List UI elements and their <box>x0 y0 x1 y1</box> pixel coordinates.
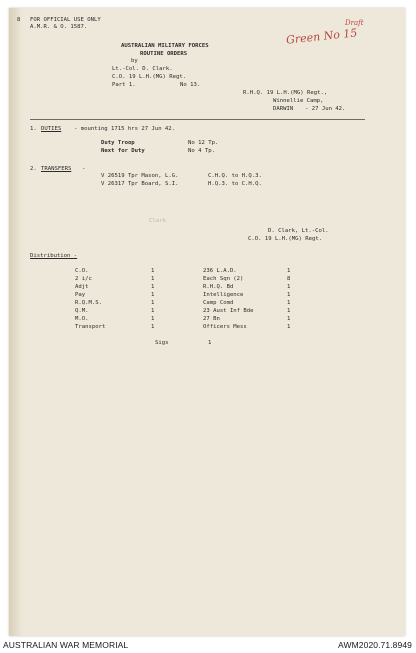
dist-left-label: M.O. <box>75 316 89 322</box>
dist-right-qty: 1 <box>287 284 291 290</box>
order-number: No 13. <box>180 82 201 88</box>
dist-left-label: 2 i/c <box>75 276 92 282</box>
dist-right-qty: 1 <box>287 268 291 274</box>
dist-right-label: Officers Mess <box>203 324 247 330</box>
dist-left-qty: 1 <box>151 268 155 274</box>
dist-right-label: Intelligence <box>203 292 244 298</box>
unit-name: C.O. 19 L.H.(MG) Regt. <box>112 74 187 80</box>
dist-right-label: R.H.Q. Bd <box>203 284 234 290</box>
section-2-dash: - <box>82 166 86 172</box>
officer-name: Lt.-Col. D. Clark. <box>112 66 173 72</box>
dist-right-label: 27 Bn <box>203 316 220 322</box>
duty-label-2: Next for Duty <box>101 148 145 154</box>
faint-text: Clark <box>149 218 166 224</box>
dist-left-label: Adjt <box>75 284 89 290</box>
transfer-1: V 26519 Tpr Mason, L.G. <box>101 173 179 179</box>
section-2-number: 2. <box>30 166 37 172</box>
dist-right-qty: 1 <box>287 324 291 330</box>
dist-left-qty: 1 <box>151 300 155 306</box>
dist-right-qty: 1 <box>287 292 291 298</box>
dist-left-qty: 1 <box>151 324 155 330</box>
divider-top <box>30 119 365 120</box>
handwritten-mark: Draft <box>345 19 364 27</box>
section-1-text: - mounting 1715 hrs 27 Jun 42. <box>74 126 176 132</box>
distribution-heading: Distribution - <box>30 253 78 259</box>
duty-label-1: Duty Troop <box>101 140 135 146</box>
dist-right-label: Each Sqn (2) <box>203 276 244 282</box>
reference: A.M.R. & O. 1587. <box>30 24 88 30</box>
dist-right-label: 236 L.A.D. <box>203 268 237 274</box>
sigs-label: Sigs <box>155 340 169 346</box>
signature-name: D. Clark, Lt.-Col. <box>268 228 329 234</box>
sigs-qty: 1 <box>208 340 212 346</box>
signature-unit: C.O. 19 L.H.(MG) Regt. <box>248 236 323 242</box>
transfer-2-detail: H.Q.3. to C.H.Q. <box>208 181 262 187</box>
title-line-2: ROUTINE ORDERS <box>140 51 188 57</box>
transfer-1-detail: C.H.Q. to H.Q.3. <box>208 173 262 179</box>
section-1-heading: DUTIES <box>41 126 62 132</box>
duty-value-2: No 4 Tp. <box>188 148 215 154</box>
dist-right-qty: 1 <box>287 308 291 314</box>
dist-left-label: R.Q.M.S. <box>75 300 102 306</box>
part-label: Part 1. <box>112 82 136 88</box>
title-line-1: AUSTRALIAN MILITARY FORCES <box>121 43 209 49</box>
location-hq: R.H.Q. 19 L.H.(MG) Regt., <box>243 90 328 96</box>
dist-left-label: Pay <box>75 292 86 298</box>
page-edge-shadow <box>9 8 23 636</box>
dist-left-qty: 1 <box>151 284 155 290</box>
location-place: DARWIN <box>273 106 294 112</box>
dist-right-label: 23 Aust Inf Bde <box>203 308 254 314</box>
dist-right-qty: 1 <box>287 316 291 322</box>
dist-left-label: Q.M. <box>75 308 89 314</box>
dist-right-qty: 8 <box>287 276 291 282</box>
dist-right-label: Camp Comd <box>203 300 234 306</box>
dist-left-qty: 1 <box>151 276 155 282</box>
dist-left-label: Transport <box>75 324 106 330</box>
section-1-number: 1. <box>30 126 37 132</box>
dist-right-qty: 1 <box>287 300 291 306</box>
duty-value-1: No 12 Tp. <box>188 140 219 146</box>
classification: FOR OFFICIAL USE ONLY <box>30 17 101 23</box>
by-label: by <box>131 58 138 64</box>
footer-institution: AUSTRALIAN WAR MEMORIAL <box>3 640 129 650</box>
location-camp: Winnellie Camp, <box>273 98 324 104</box>
dist-left-qty: 1 <box>151 292 155 298</box>
dist-left-label: C.O. <box>75 268 89 274</box>
handwritten-annotation: Green No 15 <box>285 26 358 47</box>
transfer-2: V 26317 Tpr Board, S.I. <box>101 181 179 187</box>
page-number: 8 <box>17 17 21 23</box>
dist-left-qty: 1 <box>151 308 155 314</box>
footer-accession-number: AWM2020.71.8949 <box>338 640 412 650</box>
order-date: - 27 Jun 42. <box>305 106 346 112</box>
dist-left-qty: 1 <box>151 316 155 322</box>
section-2-heading: TRANSFERS <box>41 166 72 172</box>
